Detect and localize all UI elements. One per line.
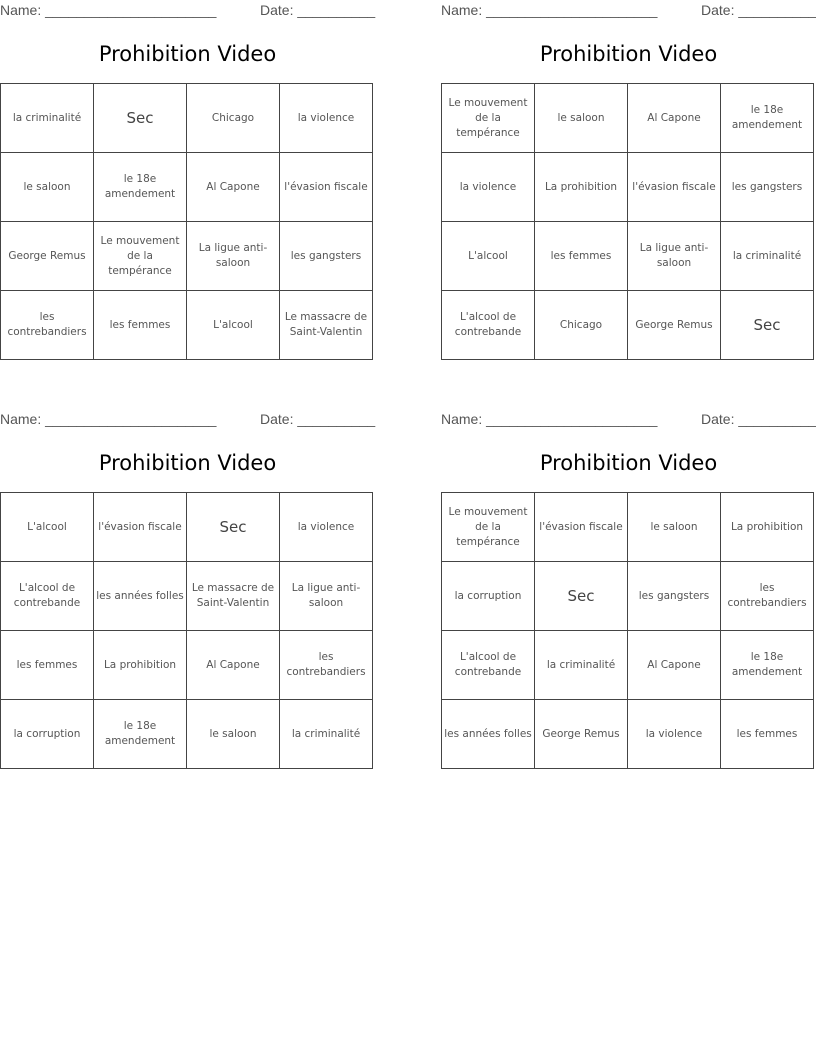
grid-cell-free: Sec: [187, 493, 280, 562]
grid-row: [1, 562, 373, 631]
bingo-card-3: [0, 409, 376, 747]
grid-row: [442, 222, 814, 291]
grid-cell: les femmes: [1, 631, 94, 700]
name-field[interactable]: Name: ______________________: [441, 411, 658, 427]
card-header: [0, 409, 376, 431]
card-title: Prohibition Video: [539, 42, 718, 66]
date-field[interactable]: Date: __________: [260, 411, 376, 427]
grid-cell: la corruption: [1, 700, 94, 769]
grid-row: [442, 291, 814, 360]
grid-cell: le 18e amendement: [94, 700, 187, 769]
grid-cell: Le mouvement de la tempérance: [442, 493, 535, 562]
grid-row: [1, 291, 373, 360]
bingo-grid: [0, 492, 373, 769]
grid-cell: le 18e amendement: [721, 631, 814, 700]
date-field[interactable]: Date: __________: [701, 2, 816, 18]
grid-cell: les gangsters: [628, 562, 721, 631]
grid-cell: l'évasion fiscale: [628, 153, 721, 222]
grid-cell: Al Capone: [187, 153, 280, 222]
grid-cell: Al Capone: [187, 631, 280, 700]
grid-row: [442, 153, 814, 222]
grid-cell-free: Sec: [535, 562, 628, 631]
name-field[interactable]: Name: ______________________: [441, 2, 658, 18]
grid-cell: George Remus: [535, 700, 628, 769]
grid-row: [1, 700, 373, 769]
grid-row: [1, 493, 373, 562]
bingo-grid: [441, 83, 814, 360]
grid-cell: le saloon: [187, 700, 280, 769]
bingo-card-4: [441, 409, 816, 740]
grid-cell: la criminalité: [721, 222, 814, 291]
grid-cell: L'alcool: [1, 493, 94, 562]
grid-cell: la corruption: [442, 562, 535, 631]
grid-cell: le saloon: [628, 493, 721, 562]
grid-cell: les gangsters: [721, 153, 814, 222]
grid-cell: l'évasion fiscale: [94, 493, 187, 562]
grid-cell: Al Capone: [628, 84, 721, 153]
grid-cell: La ligue anti-saloon: [280, 562, 373, 631]
grid-row: [442, 700, 814, 769]
card-title: Prohibition Video: [539, 451, 718, 475]
grid-cell-free: Sec: [721, 291, 814, 360]
grid-cell: la criminalité: [280, 700, 373, 769]
grid-cell: les contrebandiers: [280, 631, 373, 700]
grid-cell: le 18e amendement: [94, 153, 187, 222]
grid-cell: les femmes: [535, 222, 628, 291]
grid-row: [1, 84, 373, 153]
grid-cell: le saloon: [1, 153, 94, 222]
grid-cell: la violence: [280, 84, 373, 153]
grid-cell: les femmes: [94, 291, 187, 360]
grid-cell: Le massacre de Saint-Valentin: [187, 562, 280, 631]
grid-cell: les contrebandiers: [721, 562, 814, 631]
grid-row: [1, 153, 373, 222]
bingo-card-2: [441, 0, 816, 338]
grid-cell: Al Capone: [628, 631, 721, 700]
grid-cell: la violence: [442, 153, 535, 222]
name-field[interactable]: Name: ______________________: [0, 2, 217, 18]
grid-cell: L'alcool de contrebande: [442, 291, 535, 360]
grid-cell: Le massacre de Saint-Valentin: [280, 291, 373, 360]
bingo-card-1: [0, 0, 376, 338]
grid-cell: les gangsters: [280, 222, 373, 291]
grid-cell: La ligue anti-saloon: [187, 222, 280, 291]
grid-cell: les années folles: [94, 562, 187, 631]
grid-cell: les contrebandiers: [1, 291, 94, 360]
grid-cell: L'alcool: [442, 222, 535, 291]
grid-cell: la criminalité: [535, 631, 628, 700]
grid-cell: L'alcool: [187, 291, 280, 360]
grid-cell: La prohibition: [94, 631, 187, 700]
bingo-grid: [0, 83, 373, 360]
grid-row: [442, 84, 814, 153]
grid-cell: la violence: [628, 700, 721, 769]
grid-cell: La prohibition: [535, 153, 628, 222]
grid-row: [442, 493, 814, 562]
grid-cell: Chicago: [187, 84, 280, 153]
grid-cell: L'alcool de contrebande: [1, 562, 94, 631]
grid-cell: Chicago: [535, 291, 628, 360]
grid-row: [442, 562, 814, 631]
name-field[interactable]: Name: ______________________: [0, 411, 217, 427]
grid-cell: La ligue anti-saloon: [628, 222, 721, 291]
grid-cell: L'alcool de contrebande: [442, 631, 535, 700]
grid-cell: les années folles: [442, 700, 535, 769]
card-title: Prohibition Video: [98, 451, 277, 475]
card-title: Prohibition Video: [98, 42, 277, 66]
grid-cell: l'évasion fiscale: [535, 493, 628, 562]
grid-cell: George Remus: [1, 222, 94, 291]
card-header: [441, 0, 816, 22]
card-header: [0, 0, 376, 22]
grid-cell-free: Sec: [94, 84, 187, 153]
grid-cell: la violence: [280, 493, 373, 562]
grid-cell: Le mouvement de la tempérance: [442, 84, 535, 153]
grid-cell: la criminalité: [1, 84, 94, 153]
grid-cell: le saloon: [535, 84, 628, 153]
card-header: [441, 409, 816, 431]
grid-cell: Le mouvement de la tempérance: [94, 222, 187, 291]
date-field[interactable]: Date: __________: [260, 2, 376, 18]
grid-cell: La prohibition: [721, 493, 814, 562]
grid-cell: George Remus: [628, 291, 721, 360]
date-field[interactable]: Date: __________: [701, 411, 816, 427]
grid-row: [1, 222, 373, 291]
grid-row: [1, 631, 373, 700]
grid-row: [442, 631, 814, 700]
grid-cell: les femmes: [721, 700, 814, 769]
bingo-grid: [441, 492, 814, 769]
grid-cell: l'évasion fiscale: [280, 153, 373, 222]
grid-cell: le 18e amendement: [721, 84, 814, 153]
